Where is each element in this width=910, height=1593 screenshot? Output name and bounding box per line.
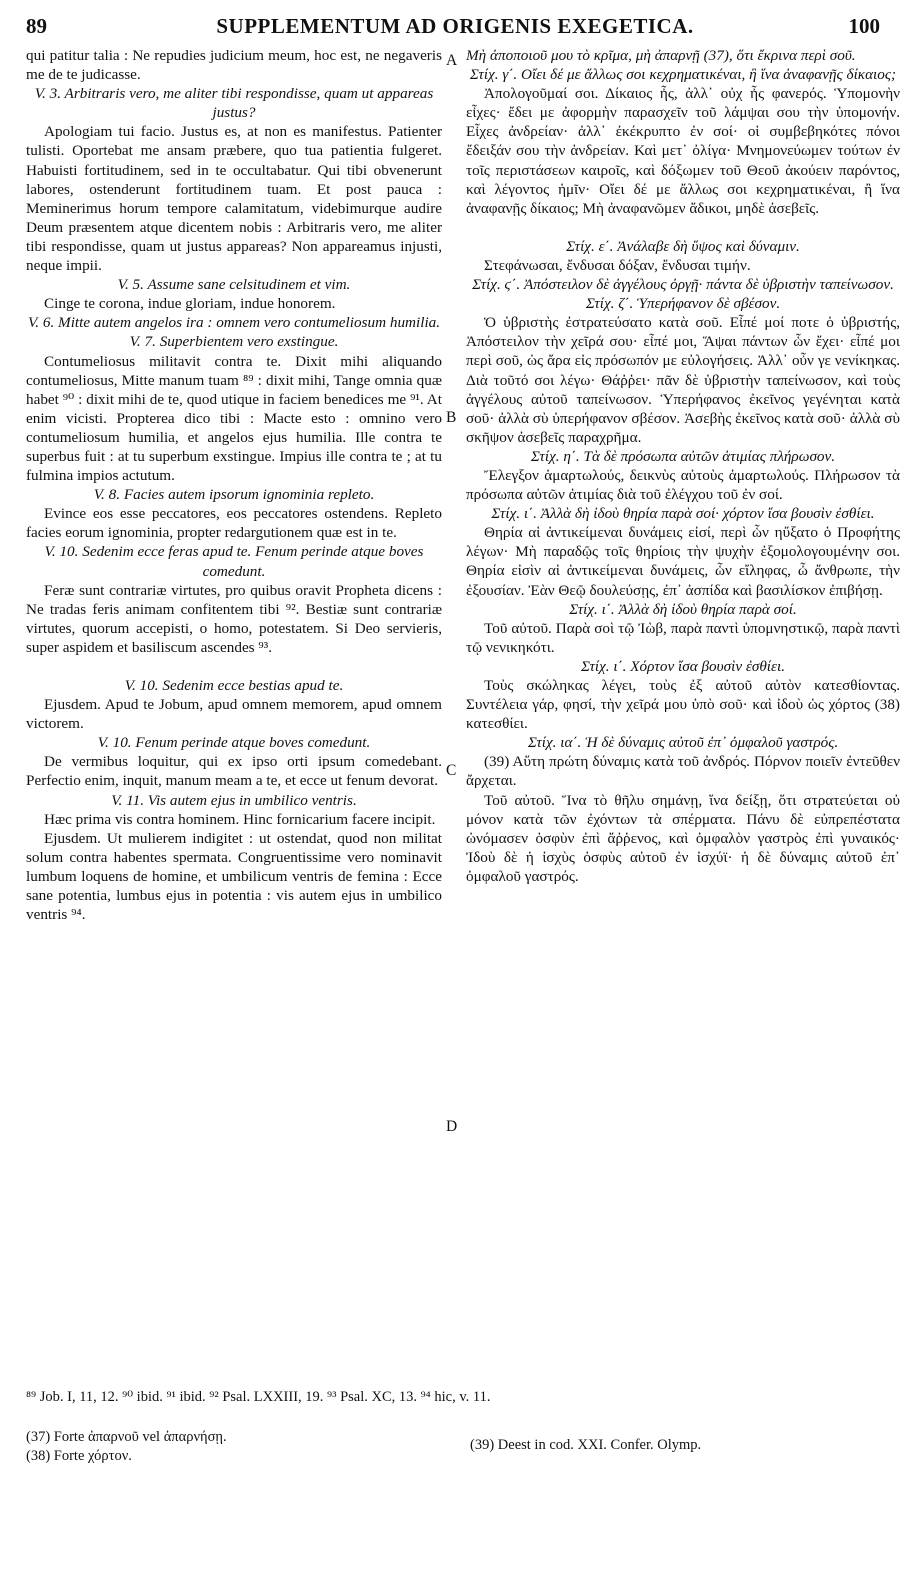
greek-paragraph: Μὴ ἀποποιοῦ μου τὸ κρῖμα, μὴ ἀπαρνῇ (37), ὅτι ἔκρινα περὶ σοῦ. — [466, 47, 856, 64]
latin-paragraph: Cinge te corona, indue gloriam, indue honorem. — [44, 295, 336, 313]
verse-heading: V. 6. Mitte autem angelos ira : omnem vero contumeliosum humilia. — [27, 314, 441, 332]
page-number-right: 100 — [848, 14, 880, 38]
greek-paragraph: Ἀπολογοῦμαί σοι. Δίκαιος ἦς, ἀλλ᾽ οὐχ ἦς φανερός. Ὑπομονὴν εἶχες· ἔδει με ἀφορμὴν παρασχεῖν τοῦ λάμψαι σου τὴν ὑπομονήν. Εἶχες ἀνδρείαν· ἀλλ᾽ ἐκέκρυπτο ἐν σοί· οἱ συμβεβηκότες πόνοι ἔδειξάν σου τὴν ἀνδρείαν. Καὶ μετ᾽ ὀλίγα· Μνημονεύωμεν τούτων ἐν τοῖς περιστάσεων καιροῖς, καὶ δόξωμεν τοῦ Θεοῦ ἀκούειν παρόντος, καὶ λέγοντος ἡμῖν· Οἴει δέ με ἄλλως σοι κεχρηματικέναι, ἢ ἵνα ἀναφανῇς δίκαιος; Μὴ ἀναφανῶμεν ἄδικοι, μηδὲ ἀσεβεῖς. — [466, 85, 900, 217]
latin-paragraph: Evince eos esse peccatores, eos peccatores ostendens. Repleto facies eorum ignominia, propter redargutionem quæ est in te. — [26, 505, 442, 542]
footnote-39: (39) Deest in cod. XXI. Confer. Olymp. — [470, 1437, 702, 1453]
greek-paragraph: Τοῦ αὐτοῦ. Παρὰ σοὶ τῷ Ἰὼβ, παρὰ παντὶ ὑπομνηστικῷ, παρὰ παντὶ τῷ νενικηκότι. — [466, 619, 900, 656]
verse-heading: V. 5. Assume sane celsitudinem et vim. — [117, 276, 351, 294]
margin-letter-d: D — [446, 1118, 458, 1135]
greek-paragraph: Στεφάνωσαι, ἔνδυσαι δόξαν, ἔνδυσαι τιμήν. — [484, 256, 751, 274]
greek-verse-heading: Στίχ. ε΄. Ἀνάλαβε δὴ ὕψος καὶ δύναμιν. — [566, 237, 800, 255]
greek-verse-heading: Στίχ. γ΄. Οἴει δέ με ἄλλως σοι κεχρηματικέναι, ἢ ἵνα ἀναφανῇς δίκαιος; — [469, 66, 897, 84]
greek-verse-heading: Στίχ. ι΄. Ἀλλὰ δὴ ἰδοὺ θηρία παρὰ σοί. — [569, 600, 797, 618]
greek-verse-heading: Στίχ. ια΄. Ἡ δὲ δύναμις αὐτοῦ ἐπ᾽ ὀμφαλοῦ γαστρός. — [527, 734, 839, 752]
greek-verse-heading: Στίχ. ζ΄. Ὑπερήφανον δὲ σβέσον. — [585, 295, 781, 313]
greek-paragraph: Τοὺς σκώληκας λέγει, τοὺς ἐξ αὐτοῦ αὐτὸν κατεσθίοντας. Συντέλεια γάρ, φησί, τὴν χεῖρά μου ὑπὸ σοῦ· καὶ ἰδοὺ ὡς χόρτος (38) κατεσθίει. — [466, 677, 900, 733]
footnote-references: ⁸⁹ Job. I, 11, 12. ⁹⁰ ibid. ⁹¹ ibid. ⁹² Psal. LXXIII, 19. ⁹³ Psal. XC, 13. ⁹⁴ hic, v. 11. — [26, 1389, 491, 1405]
greek-paragraph: Ὁ ὑβριστὴς ἐστρατεύσατο κατὰ σοῦ. Εἶπέ μοί ποτε ὁ ὑβριστής, Ἀπόστειλον τὴν χεῖρά σου· εἶπέ μοι, Ἅψαι πάντων ὧν ἔχει· εἶπέ μοι περὶ σοῦ, ὡς ἄρα εἰς πρόσωπόν με εὐλογήσεις. Ἀλλ᾽ οὖν γε νενίκηκας. Διὰ τοῦτό σοι λέγω· Θάῤῥει· πᾶν δὲ ὑβριστὴν ταπείνωσον, καὶ τοὺς ἀγγέλους αὐτοῦ ταπείνωσον. Ὑπερήφανος ἐκεῖνος γεγένηται κατὰ σοῦ· ἀλλὰ σὺ ὑπερήφανον σβέσον. Ἀσεβὴς ἐκεῖνος κατὰ σοῦ· ἀλλὰ σὺ σκῆψον ἀσεβεῖς παραχρῆμα. — [466, 314, 900, 446]
margin-letter-c: C — [446, 762, 457, 779]
running-title: SUPPLEMENTUM AD ORIGENIS EXEGETICA. — [216, 14, 694, 38]
greek-verse-heading: Στίχ. ι΄. Ἀλλὰ δὴ ἰδοὺ θηρία παρὰ σοί· χόρτον ἴσα βουσὶν ἐσθίει. — [491, 505, 875, 523]
footnote-37: (37) Forte ἀπαρνοῦ vel ἀπαρνήσῃ. — [26, 1429, 227, 1445]
greek-paragraph: Τοῦ αὐτοῦ. Ἵνα τὸ θῆλυ σημάνῃ, ἵνα δείξῃ, ὅτι στρατεύεται οὐ μόνον κατὰ τῶν ἐχόντων τὰ σπέρματα. Πάνυ δὲ εὐπρεπέστατα ὠνόμασεν ὀσφὺν ἐπὶ ἄῤῥενος, καὶ ὀμφαλὸν γαστρὸς ἐπὶ γυναικός· Ἰδοὺ δὲ ἡ ἰσχὺς ὀσφὺς αὐτοῦ ἐν ἰσχύϊ· ἡ δὲ δύναμις αὐτοῦ ἐπ᾽ ὀμφαλοῦ γαστρός. — [466, 791, 900, 885]
latin-paragraph: Contumeliosus militavit contra te. Dixit mihi aliquando contumeliosus, Mitte manum tuam ⁸⁹ : dixit mihi, Tange omnia quæ habet ⁹⁰ : dixit mihi de te, quod utique in faciem benedices me ⁹¹. At enim vicisti. Propterea dico tibi : Macte esto : omnino vero contumeliosum humilia, et angelos ejus humilia. Ille contra te superbus fuit : at tu superbum exstingue. Impius ille contra te ; at tu fulmina impios actutum. — [26, 352, 442, 485]
latin-paragraph: Hæc prima vis contra hominem. Hinc fornicarium facere incipit. — [44, 810, 436, 828]
latin-column — [26, 46, 442, 924]
greek-verse-heading: Στίχ. ϛ΄. Ἀπόστειλον δὲ ἀγγέλους ὀργῇ· πάντα δὲ ὑβριστὴν ταπείνωσον. — [472, 276, 894, 294]
latin-paragraph: Apologiam tui facio. Justus es, at non es manifestus. Patienter tulisti. Oportebat me ansam præbere, quo tua patientia fulgeret. Habuisti fortitudinem, sed in te occultabatur. Qui tibi obvenerunt labores, ostenderunt fortitudinem tuam. Et post pauca : Meminerimus horum tempore calamitatum, videbimurque audire Deum præsentem atque dicentem nobis : Arbitraris vero, me aliter tibi respondisse, quam ut justus appareas? Non appareamus injusti, neque impii. — [26, 123, 442, 275]
latin-paragraph: De vermibus loquitur, qui ex ipso orti ipsum comedebant. Perfectio enim, inquit, manum meam a te, et ecce ut fenum devorat. — [26, 753, 442, 790]
verse-heading: V. 10. Sedenim ecce feras apud te. Fenum perinde atque boves comedunt. — [44, 543, 424, 580]
footnote-38: (38) Forte χόρτον. — [26, 1448, 132, 1464]
latin-paragraph: Feræ sunt contrariæ virtutes, pro quibus oravit Propheta dicens : Ne tradas feris animam confitentem tibi ⁹². Bestiæ sunt contrariæ virtutes, quorum accepisti, o homo, potestatem. Si Deo servieris, super aspidem et basiliscum ascendes ⁹³. — [26, 581, 442, 656]
verse-heading: V. 10. Sedenim ecce bestias apud te. — [124, 677, 344, 694]
margin-letter-b: B — [446, 409, 457, 426]
greek-paragraph: Θηρία αἱ ἀντικείμεναι δυνάμεις εἰσί, περὶ ὧν ηὔξατο ὁ Προφήτης λέγων· Μὴ παραδῷς τοῖς θηρίοις τὴν ψυχὴν ἐξομολογουμένην σοι. Θηρία εἰσὶν αἱ ἀντικείμεναι δυνάμεις, ὧν εἴληφας, ὦ ἄνθρωπε, τὴν ἐξουσίαν. Ἐὰν Θεῷ δουλεύσῃς, ἐπ᾽ ἀσπίδα καὶ βασιλίσκον ἐπιβήσῃ. — [466, 524, 900, 599]
greek-verse-heading: Στίχ. ι΄. Χόρτον ἴσα βουσὶν ἐσθίει. — [580, 657, 786, 675]
greek-paragraph: (39) Αὕτη πρώτη δύναμις κατὰ τοῦ ἀνδρός. Πόρνον ποιεῖν ἐντεῦθεν ἄρχεται. — [466, 753, 900, 790]
greek-paragraph: Ἔλεγξον ἁμαρτωλούς, δεικνὺς αὐτοὺς ἁμαρτωλούς. Πλήρωσον τὰ πρόσωπα αὐτῶν ἀτιμίας διὰ τοῦ ἐλέγχου τοῦ ἐν σοί. — [466, 466, 900, 504]
page-header — [0, 14, 910, 44]
greek-verse-heading: Στίχ. η΄. Τὰ δὲ πρόσωπα αὐτῶν ἀτιμίας πλήρωσον. — [530, 447, 836, 465]
verse-heading: V. 8. Facies autem ipsorum ignominia repleto. — [93, 486, 375, 504]
verse-heading: V. 7. Superbientem vero exstingue. — [129, 333, 339, 351]
verse-heading: V. 11. Vis autem ejus in umbilico ventris. — [111, 791, 357, 809]
greek-column — [466, 46, 900, 886]
latin-paragraph: qui patitur talia : Ne repudies judicium meum, hoc est, ne negaveris me de te judicasse. — [26, 47, 442, 84]
latin-paragraph: Ejusdem. Ut mulierem indigitet : ut ostendat, quod non militat solum contra habentes spermata. Congruentissime vero nominavit lumbum loquens de homine, et umbilicum ventris de femina : Ecce sane potentia, lumbus ejus in potentia : vis autem ejus in umbilico ventris ⁹⁴. — [26, 829, 442, 924]
verse-heading: V. 10. Fenum perinde atque boves comedunt. — [97, 734, 371, 752]
margin-letter-a: A — [446, 52, 458, 69]
latin-paragraph: Ejusdem. Apud te Jobum, apud omnem memorem, apud omnem victorem. — [26, 696, 442, 733]
page-number-left: 89 — [26, 14, 47, 38]
verse-heading: V. 3. Arbitraris vero, me aliter tibi respondisse, quam ut appareas justus? — [34, 85, 434, 122]
